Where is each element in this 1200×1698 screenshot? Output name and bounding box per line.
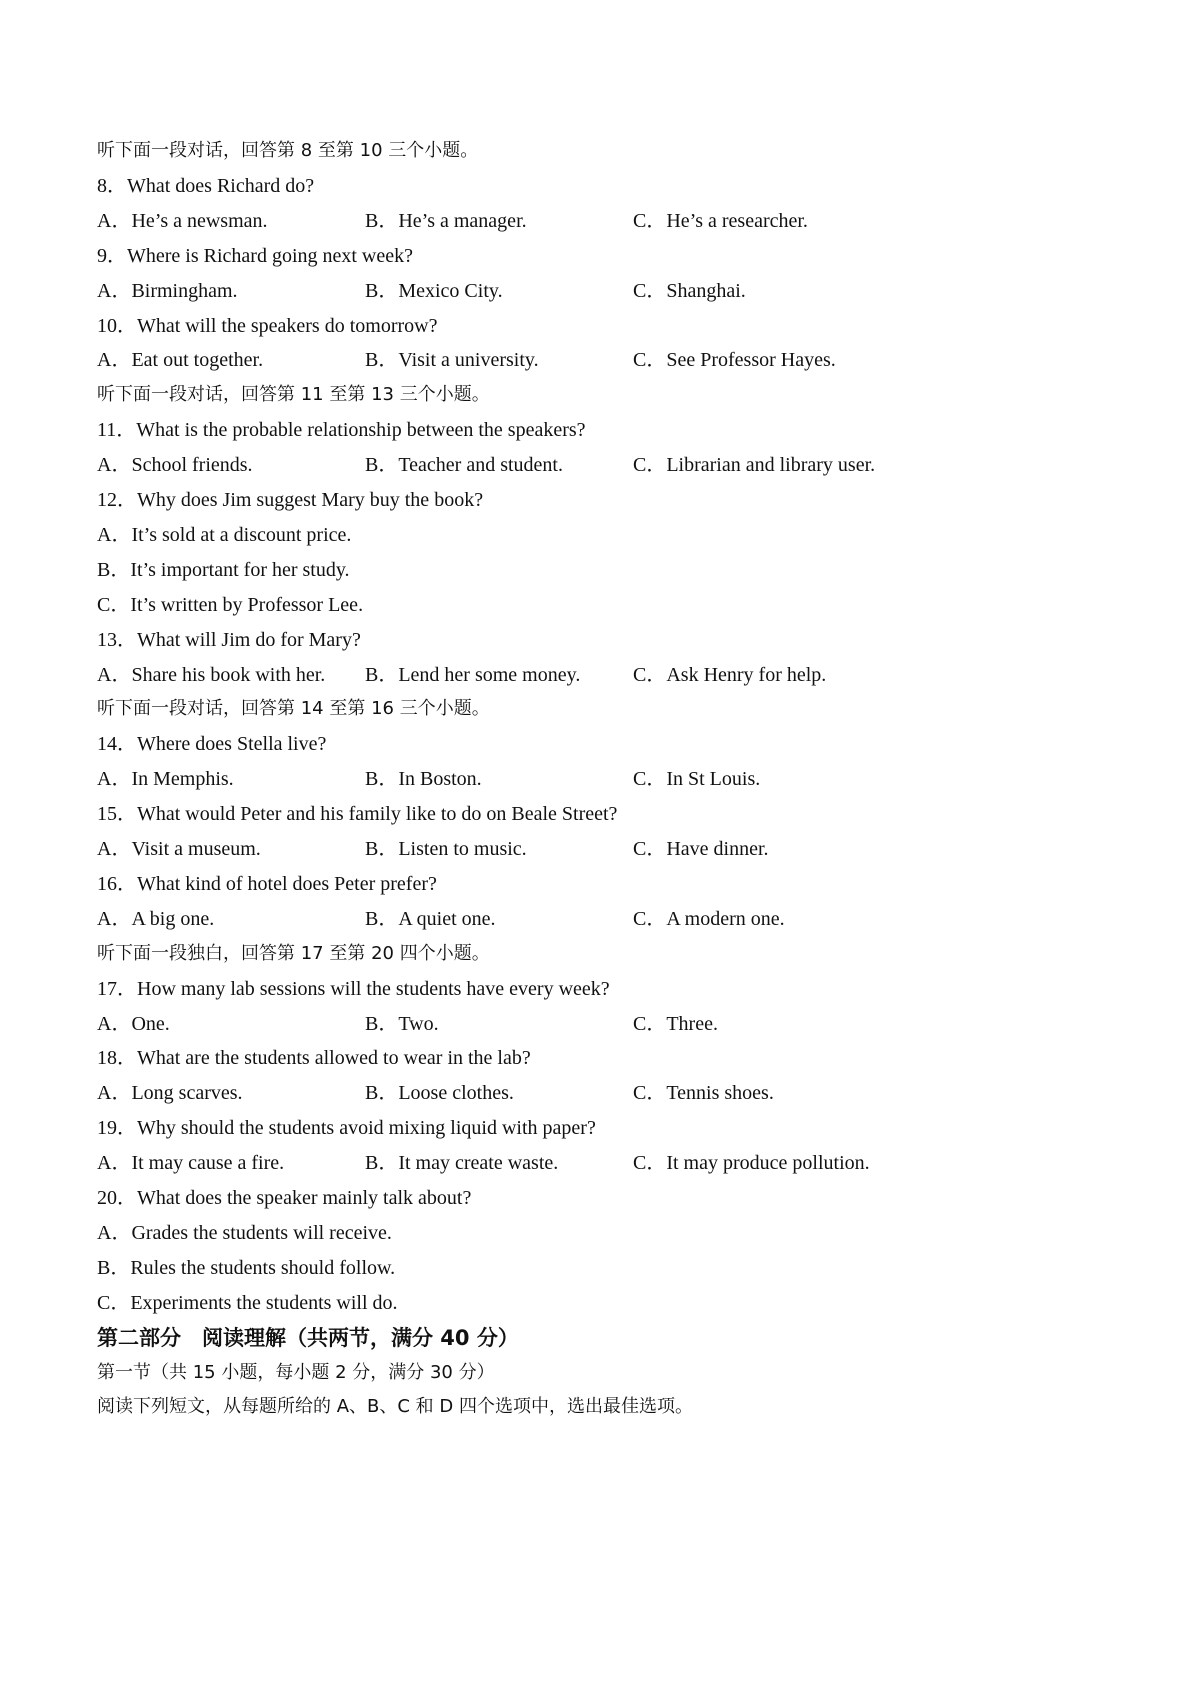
instruction-line: 听下面一段独白，回答第 17 至第 20 四个小题。 (97, 943, 490, 964)
instruction-line: 阅读下列短文，从每题所给的 A、B、C 和 D 四个选项中，选出最佳选项。 (97, 1396, 693, 1417)
question-line: 17．How many lab sessions will the students have every week? (97, 978, 610, 1000)
option-a: A．Visit a museum. (97, 838, 261, 860)
question-line: 14．Where does Stella live? (97, 733, 327, 755)
instruction-line: 听下面一段对话，回答第 14 至第 16 三个小题。 (97, 698, 490, 719)
option-a: A．One. (97, 1013, 170, 1035)
instruction-line: 听下面一段对话，回答第 11 至第 13 三个小题。 (97, 384, 490, 405)
option-a: A．Long scarves. (97, 1082, 243, 1104)
question-line: 12．Why does Jim suggest Mary buy the book? (97, 489, 484, 511)
question-line: 8．What does Richard do? (97, 175, 315, 197)
option-c: C．He’s a researcher. (633, 210, 808, 232)
question-line: A．Grades the students will receive. (97, 1222, 392, 1244)
option-c: C．Have dinner. (633, 838, 769, 860)
question-line: 15．What would Peter and his family like to do on Beale Street? (97, 803, 618, 825)
question-line: C．Experiments the students will do. (97, 1292, 398, 1314)
question-line: B．It’s important for her study. (97, 559, 350, 581)
option-a: A．Birmingham. (97, 280, 238, 302)
option-b: B．Lend her some money. (365, 664, 581, 686)
option-c: C．Librarian and library user. (633, 454, 876, 476)
option-c: C．Tennis shoes. (633, 1082, 774, 1104)
question-line: 9．Where is Richard going next week? (97, 245, 414, 267)
question-line: 20．What does the speaker mainly talk about? (97, 1187, 472, 1209)
option-b: B．Visit a university. (365, 349, 539, 371)
option-b: B．In Boston. (365, 768, 482, 790)
option-c: C．Ask Henry for help. (633, 664, 827, 686)
question-line: 11．What is the probable relationship between the speakers? (97, 419, 586, 441)
option-b: B．Listen to music. (365, 838, 527, 860)
option-a: A．Eat out together. (97, 349, 264, 371)
option-b: B．He’s a manager. (365, 210, 527, 232)
option-a: A．In Memphis. (97, 768, 234, 790)
section-heading: 第二部分 阅读理解（共两节，满分 40 分） (97, 1326, 519, 1350)
option-b: B．Loose clothes. (365, 1082, 514, 1104)
option-c: C．Shanghai. (633, 280, 746, 302)
option-c: C．Three. (633, 1013, 718, 1035)
question-line: A．It’s sold at a discount price. (97, 524, 352, 546)
option-b: B．Two. (365, 1013, 439, 1035)
option-c: C．See Professor Hayes. (633, 349, 836, 371)
question-line: 19．Why should the students avoid mixing liquid with paper? (97, 1117, 596, 1139)
option-c: C．A modern one. (633, 908, 785, 930)
option-a: A．Share his book with her. (97, 664, 326, 686)
option-a: A．A big one. (97, 908, 215, 930)
option-c: C．It may produce pollution. (633, 1152, 870, 1174)
instruction-line: 听下面一段对话，回答第 8 至第 10 三个小题。 (97, 140, 479, 161)
option-b: B．A quiet one. (365, 908, 496, 930)
option-a: A．He’s a newsman. (97, 210, 268, 232)
option-b: B．Mexico City. (365, 280, 503, 302)
option-b: B．Teacher and student. (365, 454, 563, 476)
question-line: C．It’s written by Professor Lee. (97, 594, 364, 616)
question-line: 18．What are the students allowed to wear in the lab? (97, 1047, 531, 1069)
question-line: B．Rules the students should follow. (97, 1257, 396, 1279)
instruction-line: 第一节（共 15 小题，每小题 2 分，满分 30 分） (97, 1362, 495, 1383)
option-b: B．It may create waste. (365, 1152, 559, 1174)
question-line: 16．What kind of hotel does Peter prefer? (97, 873, 437, 895)
option-a: A．School friends. (97, 454, 253, 476)
option-a: A．It may cause a fire. (97, 1152, 285, 1174)
option-c: C．In St Louis. (633, 768, 761, 790)
question-line: 10．What will the speakers do tomorrow? (97, 315, 438, 337)
question-line: 13．What will Jim do for Mary? (97, 629, 361, 651)
